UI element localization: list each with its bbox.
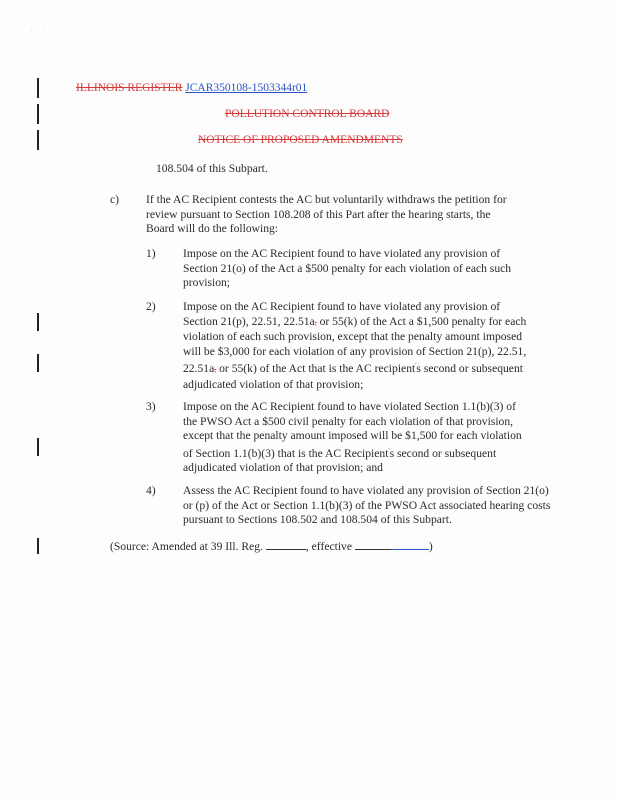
item-2-label: 2) [146, 300, 156, 313]
change-bar [37, 538, 39, 554]
scan-smudge: · · · [30, 26, 46, 35]
source-mid: , effective [305, 540, 352, 553]
register-blank [266, 549, 306, 550]
subsection-c-label: c) [110, 193, 120, 206]
item-3-line: adjudicated violation of that provision; and [183, 461, 383, 475]
register-deleted-text: ILLINOIS REGISTER [76, 82, 183, 94]
item-4-label: 4) [146, 484, 156, 497]
item-2-line: will be $3,000 for each violation of any provision of Section 21(p), 22.51, [183, 344, 527, 358]
item-1-label: 1) [146, 247, 156, 260]
item-2-text [183, 300, 563, 392]
change-bar [37, 130, 39, 150]
change-bar [37, 313, 39, 331]
notice-header: NOTICE OF PROPOSED AMENDMENTS [198, 134, 403, 146]
deleted-comma: , [214, 365, 217, 375]
item-2-line: Section 21(p), 22.51, 22.51a, or 55(k) of the Act a $1,500 penalty for each [183, 314, 527, 328]
intro-line: 108.504 of this Subpart. [156, 162, 268, 175]
apostrophe-mark: ' [388, 446, 390, 454]
item-2-line: adjudicated violation of that provision; [183, 377, 364, 391]
item-3-line: of Section 1.1(b)(3) that is the AC Recipient's second or subsequent [183, 446, 497, 460]
item-1-text: Impose on the AC Recipient found to have violated any provision of Section 21(o) of the Act a $500 penalty for each violation of each such provision; [183, 247, 512, 290]
effective-date-blank [355, 549, 391, 550]
item-4-text: Assess the AC Recipient found to have violated any provision of Section 21(o) or (p) of the Act or Section 1.1(b)(3) of the PWSO Act associated hearing costs pursuant to Sections 108.502 and 108.504 of this Subpart. [183, 484, 551, 527]
item-3-line: except that the penalty amount imposed will be $1,500 for each violation [183, 429, 522, 443]
item-2-line: Impose on the AC Recipient found to have violated any provision of [183, 300, 501, 313]
apostrophe-mark: ' [415, 362, 417, 370]
item-3-label: 3) [146, 400, 156, 413]
register-header [76, 82, 307, 94]
item-3-line: Impose on the AC Recipient found to have violated Section 1.1(b)(3) of [183, 400, 516, 413]
change-bar [37, 78, 39, 98]
source-note [110, 540, 433, 555]
item-3-text [183, 400, 563, 476]
board-header: POLLUTION CONTROL BOARD [225, 108, 390, 120]
change-bar [37, 354, 39, 372]
item-3-line: the PWSO Act a $500 civil penalty for each violation of that provision, [183, 414, 514, 428]
source-prefix: (Source: Amended at 39 Ill. Reg. [110, 540, 263, 553]
register-inserted-text: JCAR350108-1503344r01 [185, 82, 308, 94]
subsection-c-text: If the AC Recipient contests the AC but voluntarily withdraws the petition for review pursuant to Section 108.208 of this Part after the hearing starts, the Board will do the following: [146, 193, 507, 236]
deleted-comma: , [314, 317, 317, 327]
change-bar [37, 438, 39, 456]
effective-date-inserted-blank [391, 549, 429, 550]
change-bar [37, 104, 39, 124]
source-end: ) [428, 540, 433, 553]
item-2-line: 22.51a, or 55(k) of the Act that is the AC recipient's second or subsequent [183, 362, 523, 376]
item-2-line: violation of each such provision, except that the penalty amount imposed [183, 330, 523, 344]
